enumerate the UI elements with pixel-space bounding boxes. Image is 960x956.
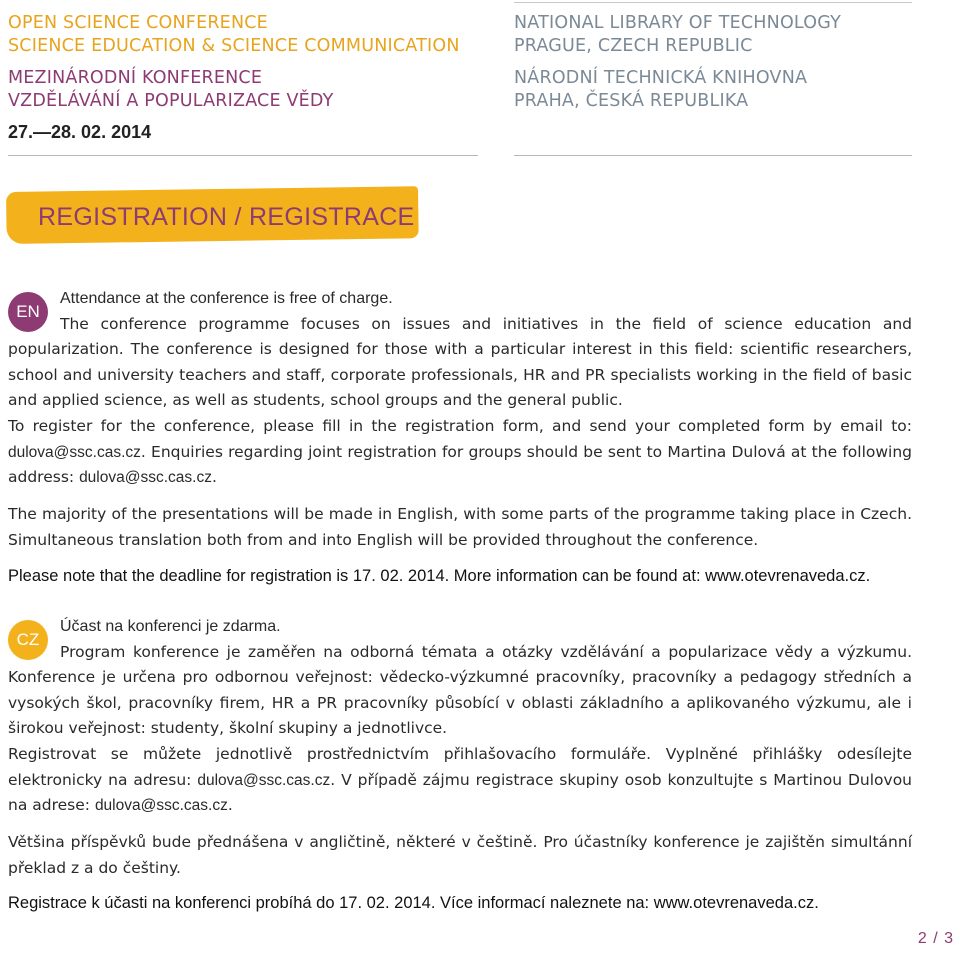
en-group-registration-text: . Enquiries regarding joint registration for groups should be sent to Martina Dulová at the following address: [8,442,912,487]
en-contact-email-link[interactable]: dulova@ssc.cas.cz [79,469,212,487]
header-rule-right [514,155,912,156]
header-city-cz: PRAHA, ČESKÁ REPUBLIKA [514,91,749,111]
cz-language-paragraph: Většina příspěvků bude přednášena v angličtině, některé v češtině. Pro účastníky konference je zajištěn simultánní překlad z a do češtiny. [8,833,912,877]
header-conference-title: OPEN SCIENCE CONFERENCE [8,13,268,33]
en-programme-text: The conference programme focuses on issues and initiatives in the field of science education and popularization. The conference is designed for those with a particular interest in this field: scientific researchers, school and university teachers and staff, corporate professionals, HR and PR specialists working in the field of basic and applied science, as well as students, school groups and the general public. [8,314,912,410]
language-badge-cz: CZ [8,620,48,660]
top-rule [514,2,912,3]
en-registration-text: To register for the conference, please fill in the registration form, and send your completed form by email to: [8,417,912,435]
en-intro-paragraph [8,286,912,414]
header-conference-title-cz: MEZINÁRODNÍ KONFERENCE [8,68,263,88]
en-deadline-note: Please note that the deadline for registration is 17. 02. 2014. More information can be found at: www.otevrenaveda.cz. [8,567,871,585]
header-venue: NATIONAL LIBRARY OF TECHNOLOGY [514,13,842,33]
header-conference-subtitle-cz: VZDĚLÁVÁNÍ A POPULARIZACE VĚDY [8,91,334,111]
cz-registration-text: Registrovat se můžete jednotlivě prostřednictvím přihlašovacího formuláře. Vyplněné přihlášky odesílejte elektronicky na adresu: [8,745,912,789]
page-number: 2 / 3 [917,930,954,947]
cz-registration-paragraph [8,742,912,819]
header-city: PRAGUE, CZECH REPUBLIC [514,36,753,56]
header-right [514,12,841,113]
cz-contact-email-link[interactable]: dulova@ssc.cas.cz [94,797,228,815]
cz-deadline-note: Registrace k účasti na konferenci probíhá do 17. 02. 2014. Více informací naleznete na: www.otevrenaveda.cz. [8,894,819,912]
conference-date: 27.—28. 02. 2014 [8,122,152,142]
en-free-of-charge: Attendance at the conference is free of charge. [60,290,393,307]
cz-period: . [227,796,233,815]
cz-programme-text: Program konference je zaměřen na odborná témata a otázky vzdělávání a popularizace vědy a výzkumu. Konference je určena pro odbornou veřejnost: vědecko-výzkumné pracovníky, pracovníky a pedagogy středních a vysokých škol, pracovníky firem, HR a PR pracovníky působící v oblasti základního a aplikovaného výzkumu, ale i širokou veřejnost: studenty, školní skupiny a jednotlivce. [8,642,912,738]
en-language-paragraph: The majority of the presentations will be made in English, with some parts of the programme taking place in Czech. Simultaneous translation both from and into English will be provided throughout the conference. [8,505,912,549]
header-venue-cz: NÁRODNÍ TECHNICKÁ KNIHOVNA [514,68,808,88]
cz-intro-paragraph [8,614,912,742]
cz-free-of-charge: Účast na konferenci je zdarma. [60,618,281,635]
en-period: . [211,468,217,487]
header-rule-left [8,155,478,156]
header-conference-subtitle: SCIENCE EDUCATION & SCIENCE COMMUNICATION [8,36,460,56]
cz-email-link[interactable]: dulova@ssc.cas.cz [197,771,331,789]
section-title: REGISTRATION / REGISTRACE [38,203,415,231]
en-registration-paragraph [8,414,912,491]
language-badge-en: EN [8,292,48,332]
en-email-link[interactable]: dulova@ssc.cas.cz [8,443,141,461]
header-left [8,12,460,113]
cz-group-registration-text: . V případě zájmu registrace skupiny osob konzultujte s Martinou Dulovou na adrese: [8,770,913,815]
